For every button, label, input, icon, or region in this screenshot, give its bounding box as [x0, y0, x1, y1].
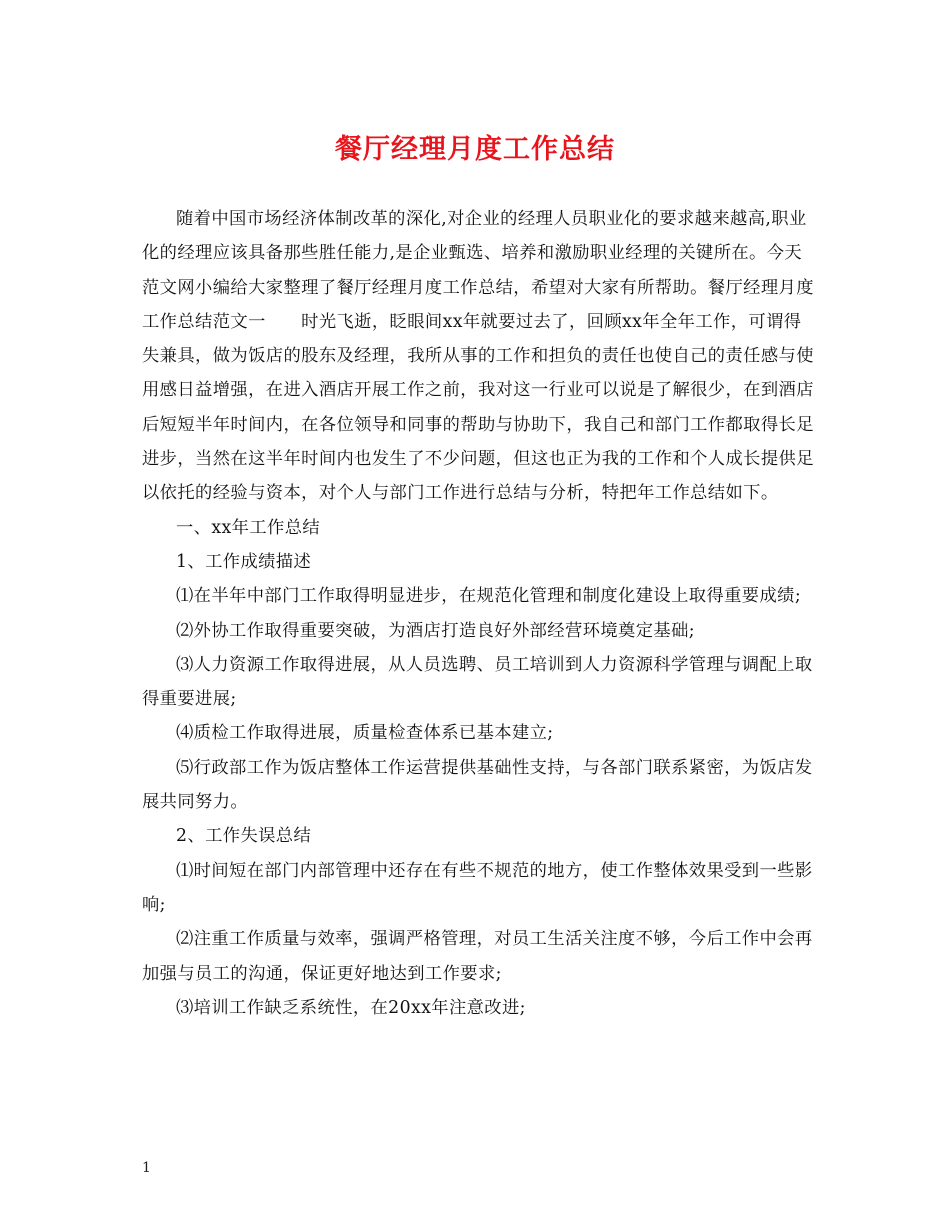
intro-paragraph: 随着中国市场经济体制改革的深化,对企业的经理人员职业化的要求越来越高,职业化的经理应该具备那些胜任能力,是企业甄选、培养和激励职业经理的关键所在。今天范文网小编给大家整理了餐厅经理月度工作总结，希望对大家有所帮助。餐厅经理月度工作总结范文一 时光飞逝，眨眼间xx年就要过去了，回顾xx年全年工作，可谓得失兼具，做为饭店的股东及经理，我所从事的工作和担负的责任也使自己的责任感与使用感日益增强，在进入酒店开展工作之前，我对这一行业可以说是了解很少，在到酒店后短短半年时间内，在各位领导和同事的帮助与协助下，我自己和部门工作都取得长足进步，当然在这半年时间内也发生了不少问题，但这也正为我的工作和个人成长提供足以依托的经验与资本，对个人与部门工作进行总结与分析，特把年工作总结如下。: [142, 209, 814, 504]
achievement-item: ⑸行政部工作为饭店整体工作运营提供基础性支持，与各部门联系紧密，为饭店发展共同努力。: [142, 757, 813, 813]
achievement-item: ⑷质检工作取得进展，质量检查体系已基本建立;: [176, 723, 554, 744]
mistake-item: ⑶培训工作缺乏系统性，在20xx年注意改进;: [176, 997, 526, 1018]
achievement-item: ⑴在半年中部门工作取得明显进步，在规范化管理和制度化建设上取得重要成绩;: [176, 586, 802, 607]
achievement-item: ⑶人力资源工作取得进展，从人员选聘、员工培训到人力资源科学管理与调配上取得重要进展;: [142, 654, 813, 710]
mistake-item: ⑵注重工作质量与效率，强调严格管理，对员工生活关注度不够，今后工作中会再加强与员工的沟通，保证更好地达到工作要求;: [142, 929, 813, 984]
subsection-heading-achievements: 1、工作成绩描述: [176, 551, 312, 572]
mistake-item: ⑴时间短在部门内部管理中还存在有些不规范的地方，使工作整体效果受到一些影响;: [142, 860, 813, 915]
document-body: [142, 202, 814, 1025]
achievement-item: ⑵外协工作取得重要突破，为酒店打造良好外部经营环境奠定基础;: [176, 620, 695, 641]
page-number: 1: [142, 1160, 151, 1176]
document-title: 餐厅经理月度工作总结: [335, 134, 615, 165]
subsection-heading-mistakes: 2、工作失误总结: [176, 826, 312, 847]
section-heading: 一、xx年工作总结: [176, 517, 321, 538]
